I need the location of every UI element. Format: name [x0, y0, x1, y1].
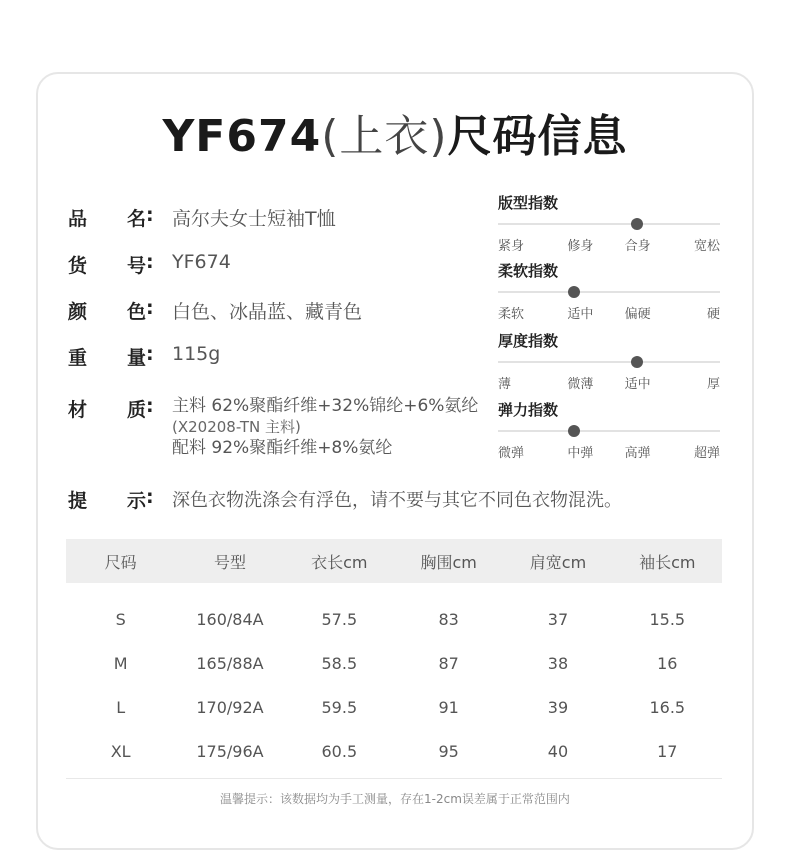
info-label: 材 质 — [68, 399, 146, 421]
info-label: 提 示 — [68, 490, 146, 512]
scale-option: 修身 — [567, 239, 594, 254]
info-colon: : — [146, 297, 154, 319]
table-cell: 91 — [438, 697, 459, 717]
table-cell: XL — [110, 741, 131, 761]
scale-track — [488, 424, 728, 438]
divider — [66, 778, 722, 779]
table-header-row — [66, 539, 722, 583]
info-colon: : — [146, 395, 154, 417]
scale-elasticity — [488, 399, 728, 461]
measurement-footnote: 温馨提示：该数据均为手工测量，存在1-2cm误差属于正常范围内 — [220, 792, 570, 806]
scale-option: 薄 — [498, 377, 512, 392]
info-row-tip — [68, 486, 622, 513]
table-body — [66, 583, 722, 773]
info-row-weight — [68, 343, 220, 370]
title-suffix: 尺码信息 — [447, 111, 628, 162]
scale-labels — [488, 442, 728, 461]
table-header-cell: 肩宽cm — [529, 552, 587, 572]
table-cell: S — [115, 609, 126, 629]
color-value: 白色、冰晶蓝、藏青色 — [172, 301, 363, 323]
info-colon: : — [146, 204, 154, 226]
info-row-sku — [68, 251, 231, 278]
scale-softness — [488, 260, 728, 322]
scale-title: 版型指数 — [498, 194, 559, 212]
scale-track — [488, 285, 728, 299]
table-cell: 17 — [657, 741, 678, 761]
scale-option: 适中 — [624, 377, 651, 392]
title-paren-close: ) — [429, 111, 448, 162]
scale-labels — [488, 373, 728, 392]
scale-option: 偏硬 — [624, 307, 651, 322]
title-paren-open: ( — [321, 111, 340, 162]
scale-option: 合身 — [624, 239, 651, 254]
table-cell: 87 — [438, 653, 459, 673]
scale-thickness — [488, 330, 728, 392]
table-cell: 170/92A — [196, 697, 264, 717]
table-row — [66, 641, 722, 685]
table-header-cell: 尺码 — [104, 552, 137, 572]
scale-labels — [488, 235, 728, 254]
table-cell: 38 — [547, 653, 569, 673]
product-code: YF674 — [162, 111, 322, 162]
table-cell: 39 — [547, 697, 569, 717]
table-cell: 83 — [438, 609, 459, 629]
table-cell: 59.5 — [321, 697, 358, 717]
material-secondary: 配料 92%聚酯纤维+8%氨纶 — [172, 438, 393, 458]
table-cell: 40 — [547, 741, 569, 761]
sku-value: YF674 — [172, 251, 231, 273]
table-header-cell: 号型 — [213, 552, 246, 572]
table-cell: 58.5 — [321, 653, 358, 673]
scale-fit — [488, 192, 728, 254]
scale-title: 柔软指数 — [498, 262, 559, 280]
table-cell: 37 — [547, 609, 569, 629]
weight-value: 115g — [172, 343, 221, 365]
table-cell: M — [113, 653, 128, 673]
scale-option: 高弹 — [624, 446, 651, 461]
table-cell: 57.5 — [321, 609, 358, 629]
size-table — [66, 539, 722, 773]
table-cell: 95 — [438, 741, 459, 761]
table-row — [66, 597, 722, 641]
scale-option: 微薄 — [567, 377, 594, 392]
material-value — [172, 395, 478, 459]
scale-title: 厚度指数 — [498, 332, 559, 350]
info-colon: : — [146, 251, 154, 273]
table-cell: 175/96A — [196, 741, 264, 761]
info-row-name — [68, 204, 336, 231]
material-note: (X20208-TN 主料) — [172, 418, 301, 436]
page-title — [0, 100, 790, 164]
scale-indicator-dot — [631, 218, 643, 230]
table-header-cell: 衣长cm — [311, 552, 368, 572]
info-label: 货 号 — [68, 255, 146, 277]
scale-option: 硬 — [706, 307, 720, 322]
table-cell: 16 — [657, 653, 678, 673]
scale-option: 宽松 — [693, 239, 720, 254]
table-cell: 165/88A — [196, 653, 264, 673]
scale-option: 超弹 — [693, 446, 720, 461]
scale-option: 微弹 — [498, 446, 525, 461]
table-header-cell: 袖长cm — [639, 552, 696, 572]
scale-indicator-dot — [568, 425, 580, 437]
table-cell: 15.5 — [649, 609, 686, 629]
scale-indicator-dot — [568, 286, 580, 298]
scale-title: 弹力指数 — [498, 401, 559, 419]
scale-option: 紧身 — [498, 239, 525, 254]
info-colon: : — [146, 486, 154, 508]
table-cell: 60.5 — [321, 741, 358, 761]
info-row-material — [68, 395, 478, 459]
material-main: 主料 62%聚酯纤维+32%锦纶+6%氨纶 — [172, 396, 479, 416]
scale-indicator-dot — [631, 356, 643, 368]
scale-labels — [488, 303, 728, 322]
table-row — [66, 685, 722, 729]
table-cell: 160/84A — [196, 609, 264, 629]
scale-track — [488, 355, 728, 369]
scale-option: 厚 — [706, 377, 720, 392]
info-row-color — [68, 297, 362, 324]
product-name-value: 高尔夫女士短袖T恤 — [172, 208, 336, 230]
title-category: 上衣 — [339, 111, 430, 162]
scale-track — [488, 217, 728, 231]
table-row — [66, 729, 722, 773]
scale-option: 适中 — [567, 307, 594, 322]
care-tip-value: 深色衣物洗涤会有浮色，请不要与其它不同色衣物混洗。 — [172, 490, 622, 511]
scale-option: 柔软 — [498, 307, 525, 322]
info-colon: : — [146, 343, 154, 365]
table-cell: 16.5 — [649, 697, 686, 717]
info-label: 重 量 — [68, 347, 146, 369]
table-header-cell: 胸围cm — [420, 552, 477, 572]
info-label: 颜 色 — [68, 301, 146, 323]
scale-option: 中弹 — [567, 446, 594, 461]
table-cell: L — [116, 697, 126, 717]
info-label: 品 名 — [68, 208, 146, 230]
